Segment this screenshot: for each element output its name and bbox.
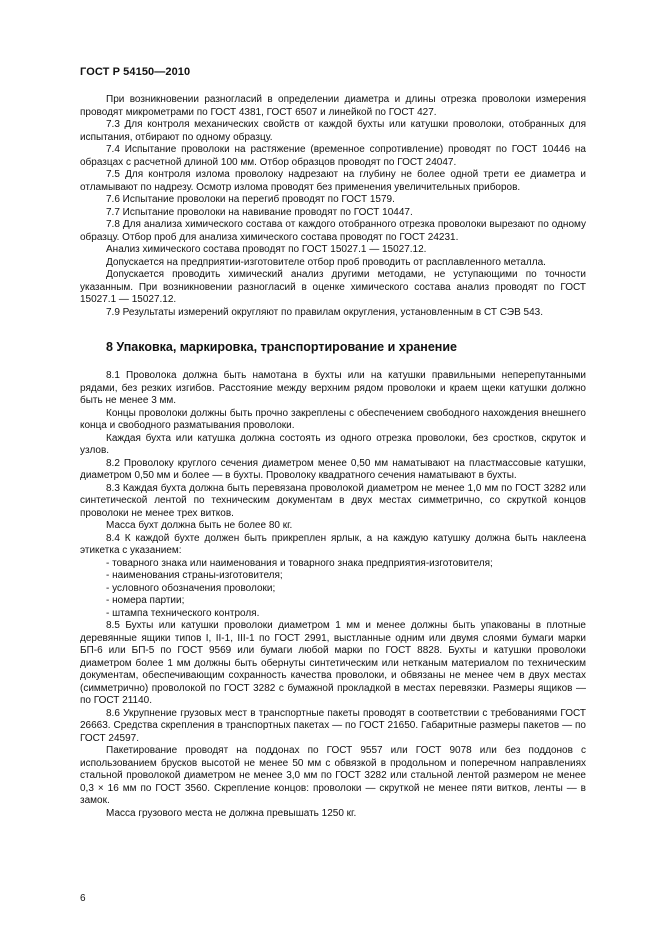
section-8-heading: 8 Упаковка, маркировка, транспортирование и хранение <box>106 340 457 354</box>
paragraph-8-4: 8.4 К каждой бухте должен быть прикреплен ярлык, а на каждую катушку должна быть наклеена этикетка с указанием: <box>80 532 586 556</box>
list-item: - товарного знака или наименования и товарного знака предприятия-изготовителя; <box>80 558 586 571</box>
paragraph: При возникновении разногласий в определении диаметра и длины отрезка проволоки измерения проводят микрометрами по ГОСТ 4381, ГОСТ 6507 и линейкой по ГОСТ 427. <box>80 94 586 118</box>
paragraph-7-3: 7.3 Для контроля механических свойств от каждой бухты или катушки проволоки, отобранных для испытания, отбирают по одному образцу. <box>80 119 586 143</box>
list-item: - условного обозначения проволоки; <box>80 583 586 596</box>
list-item: - номера партии; <box>80 595 586 608</box>
list-item: - штампа технического контроля. <box>80 608 586 621</box>
paragraph-7-9: 7.9 Результаты измерений округляют по правилам округления, установленным в СТ СЭВ 543. <box>106 306 544 318</box>
paragraph: Масса бухт должна быть не более 80 кг. <box>106 520 293 531</box>
section-8-body <box>80 370 586 820</box>
paragraph-8-5: 8.5 Бухты или катушки проволоки диаметром 1 мм и менее должны быть упакованы в плотные деревянные ящики типов I, II-1, III-1 по ГОСТ 2991, выстланные одним или двумя слоями бумаги марки БП-6 или БП-5 по ГОСТ 9569 или бумаги любой марки по ГОСТ 8828. Бухты и катушки проволоки диаметром более 1 мм должны быть обернуты синтетическим или нетканым материалом по техническим документам, обеспечивающим сохранность качества проволоки, и обвязаны не менее чем в двух местах (симметрично) проволокой по ГОСТ 3282 с бумажной прокладкой в местах перевязки. Размеры ящиков — по ГОСТ 21140. <box>80 620 586 706</box>
paragraph-8-2: 8.2 Проволоку круглого сечения диаметром менее 0,50 мм наматывают на пластмассовые катушки, диаметром 0,50 мм и более — в бухты. Проволоку квадратного сечения наматывают в бухты. <box>80 457 586 481</box>
paragraph: Допускается на предприятии-изготовителе отбор проб проводить от расплавленного металла. <box>106 256 546 268</box>
section-7-body <box>80 94 586 319</box>
paragraph: Каждая бухта или катушка должна состоять из одного отрезка проволоки, без сростков, скруток и узлов. <box>80 432 586 456</box>
label-contents-list <box>80 558 586 621</box>
paragraph-7-8: 7.8 Для анализа химического состава от каждого отобранного отрезка проволоки вырезают по одному образцу. Отбор проб для анализа химического состава проводят по ГОСТ 24231. <box>80 219 586 243</box>
paragraph-8-6: 8.6 Укрупнение грузовых мест в транспортные пакеты проводят в соответствии с требованиями ГОСТ 26663. Средства скрепления в транспортных пакетах — по ГОСТ 21650. Габаритные размеры пакетов — по ГОСТ 24597. <box>80 707 586 744</box>
list-item: - наименования страны-изготовителя; <box>80 570 586 583</box>
paragraph: Допускается проводить химический анализ другими методами, не уступающими по точности указанным. При возникновении разногласий в оценке химического состава анализ проводят по ГОСТ 15027.1 — 15027.12. <box>80 269 586 305</box>
paragraph-7-6: 7.6 Испытание проволоки на перегиб проводят по ГОСТ 1579. <box>106 194 395 205</box>
paragraph-8-1: 8.1 Проволока должна быть намотана в бухты или на катушки правильными неперепутанными рядами, без резких изгибов. Расстояние между верхним рядом проволоки и краем щеки катушки должно быть не менее 3 мм. <box>80 370 586 406</box>
paragraph-8-3: 8.3 Каждая бухта должна быть перевязана проволокой диаметром не менее 1,0 мм по ГОСТ 3282 или синтетической лентой по техническим документам в двух местах симметрично, со скруткой концов проволоки не менее трех витков. <box>80 482 586 519</box>
paragraph-7-4: 7.4 Испытание проволоки на растяжение (временное сопротивление) проводят по ГОСТ 10446 на образцах с расчетной длиной 100 мм. Отбор образцов проводят по ГОСТ 24047. <box>80 144 586 168</box>
page-number: 6 <box>80 893 86 904</box>
document-header: ГОСТ Р 54150—2010 <box>80 66 191 78</box>
paragraph: Масса грузового места не должна превышать 1250 кг. <box>106 807 357 819</box>
paragraph-7-5: 7.5 Для контроля излома проволоку надрезают на глубину не более одной трети ее диаметра и отламывают по надрезу. Осмотр излома проводят без применения увеличительных приборов. <box>80 169 586 193</box>
paragraph: Пакетирование проводят на поддонах по ГОСТ 9557 или ГОСТ 9078 или без поддонов с использованием брусков высотой не менее 50 мм с обвязкой в продольном и поперечном направлениях стальной проволокой диаметром не менее 3,0 мм по ГОСТ 3282 или стальной лентой размером не менее 0,3 × 16 мм по ГОСТ 3560. Скрепление концов: проволоки — скруткой не менее пяти витков, ленты — в замок. <box>80 745 586 806</box>
paragraph: Анализ химического состава проводят по ГОСТ 15027.1 — 15027.12. <box>106 244 427 255</box>
paragraph-7-7: 7.7 Испытание проволоки на навивание проводят по ГОСТ 10447. <box>106 206 413 218</box>
paragraph: Концы проволоки должны быть прочно закреплены с обеспечением свободного нахождения внешнего конца и свободного разматывания проволоки. <box>80 407 586 431</box>
